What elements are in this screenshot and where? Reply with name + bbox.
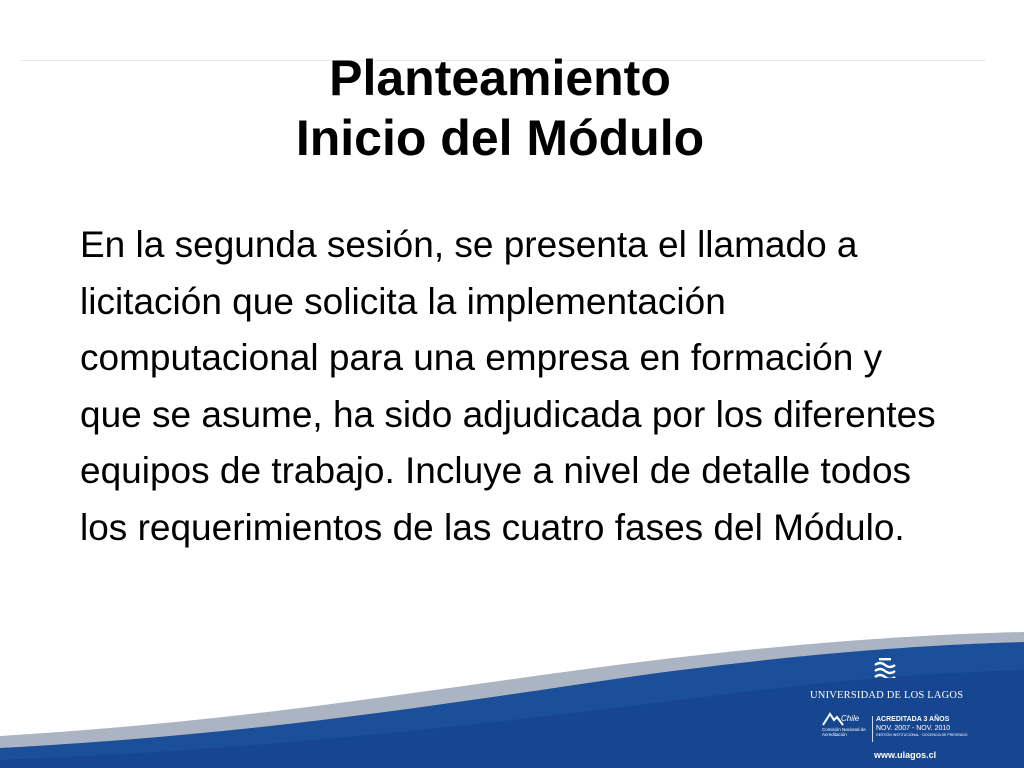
accreditation-logo-word: Chile (841, 714, 860, 723)
accreditation-areas: GESTIÓN INSTITUCIONAL · DOCENCIA DE PREGRADO (876, 733, 968, 737)
accreditation-title: ACREDITADA 3 AÑOS (876, 716, 950, 723)
slide-title-line-1: Planteamiento (329, 50, 671, 106)
accreditation-logo-caption: Comisión Nacional de Acreditación (822, 727, 866, 737)
university-website: www.ulagos.cl (874, 750, 937, 760)
slide-title (0, 48, 1000, 168)
accreditation-logo (822, 712, 868, 742)
accreditation-divider (872, 716, 873, 742)
slide-body-text: En la segunda sesión, se presenta el llamado a licitación que solicita la implementación computacional para una empresa en formación y que se asume, ha sido adjudicada por los diferentes equipos de trabajo. Incluye a nivel de detalle todos los requerimientos de las cuatro fases del Módulo. (80, 224, 936, 548)
accreditation-dates: NOV. 2007 - NOV. 2010 (876, 725, 951, 732)
university-name: UNIVERSIDAD DE LOS LAGOS (810, 690, 964, 701)
university-branding (810, 652, 1010, 768)
accreditation-info (876, 715, 986, 738)
waves-icon (874, 658, 896, 678)
slide-title-line-2: Inicio del Módulo (295, 110, 705, 166)
